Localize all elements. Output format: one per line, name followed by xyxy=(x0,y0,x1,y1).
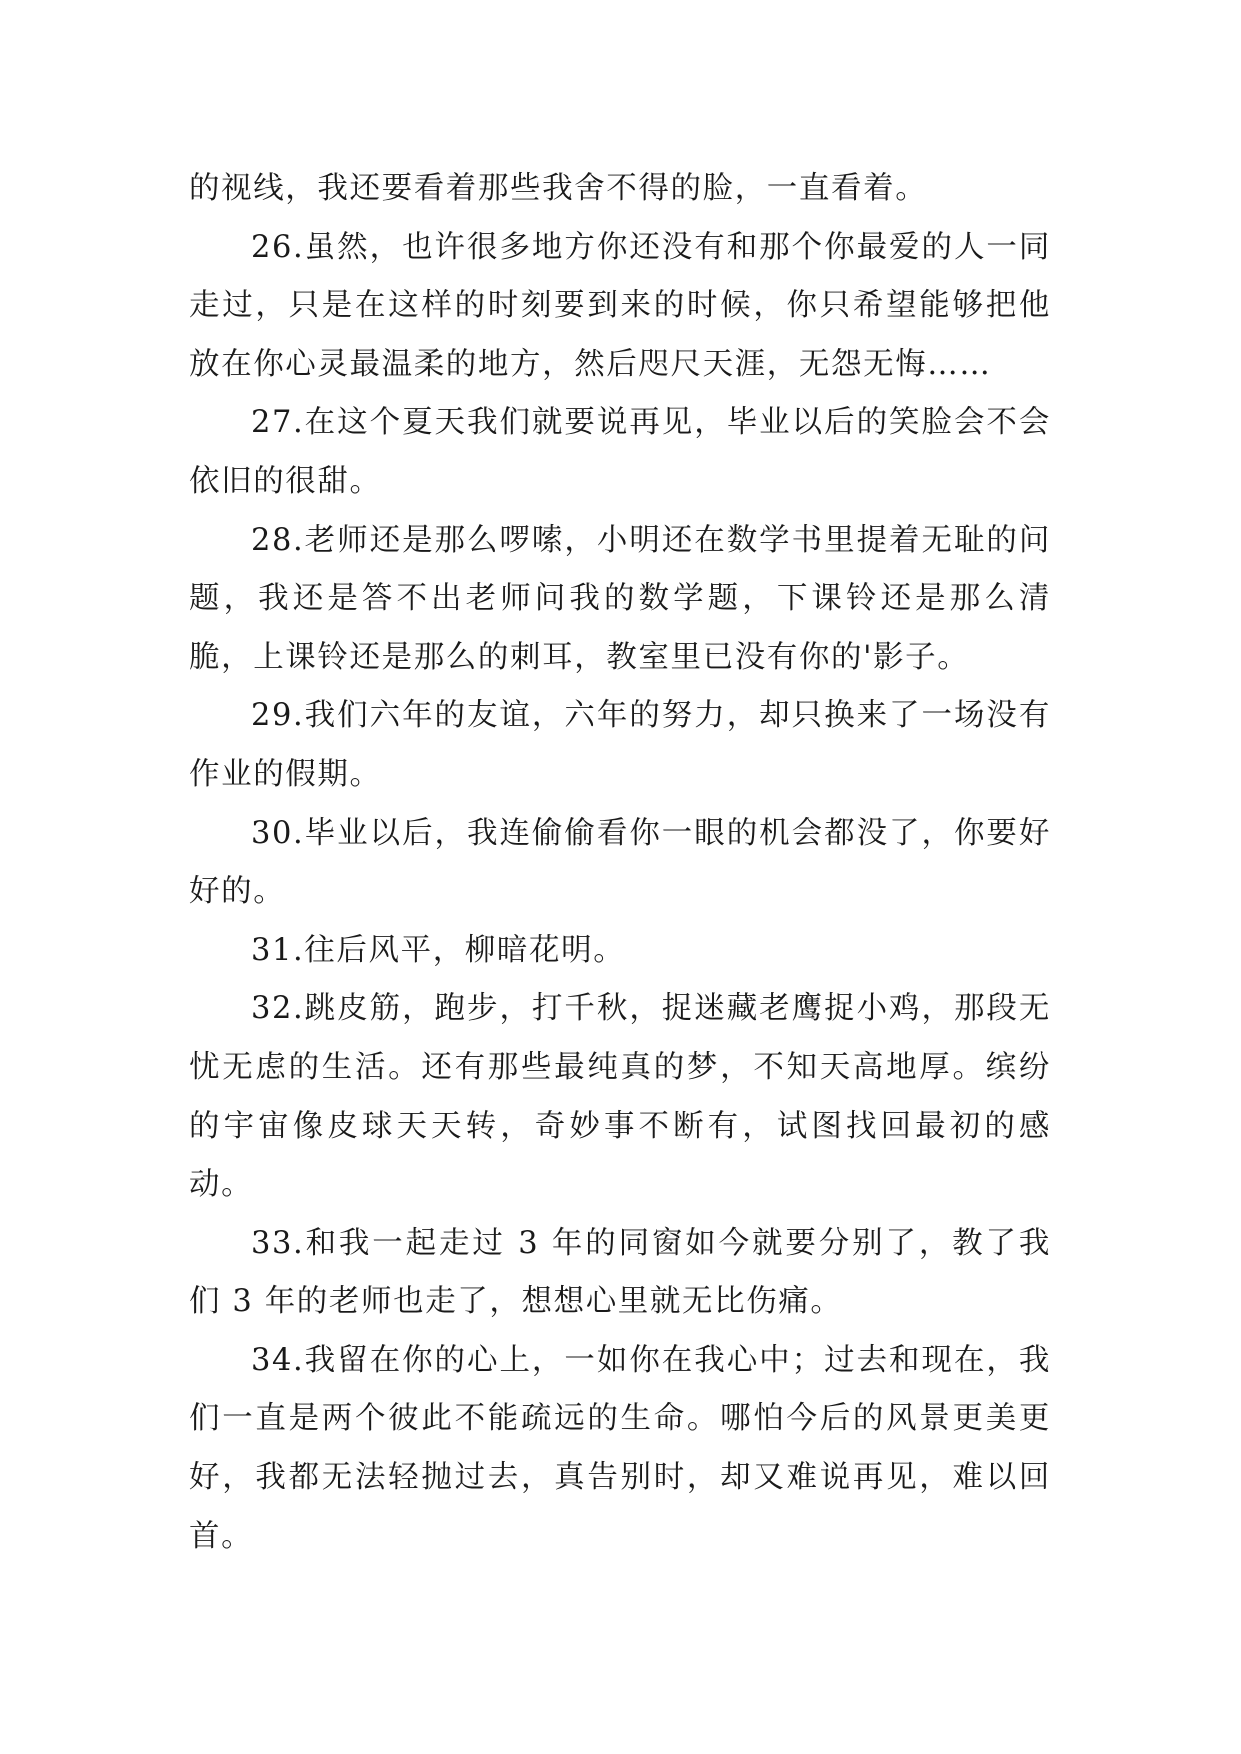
paragraph-27: 27.在这个夏天我们就要说再见，毕业以后的笑脸会不会依旧的很甜。 xyxy=(189,405,1051,499)
paragraph-28: 28.老师还是那么啰嗦，小明还在数学书里提着无耻的问题，我还是答不出老师问我的数学题，下课铃还是那么清脆，上课铃还是那么的刺耳，教室里已没有你的'影子。 xyxy=(189,522,1051,675)
paragraph-26: 26.虽然，也许很多地方你还没有和那个你最爱的人一同走过，只是在这样的时刻要到来的时候，你只希望能够把他放在你心灵最温柔的地方，然后咫尺天涯，无怨无悔…… xyxy=(189,229,1051,382)
paragraph-34: 34.我留在你的心上，一如你在我心中；过去和现在，我们一直是两个彼此不能疏远的生命。哪怕今后的风景更美更好，我都无法轻抛过去，真告别时，却又难说再见，难以回首。 xyxy=(189,1342,1051,1554)
document-body xyxy=(189,160,1051,1566)
paragraph-30: 30.毕业以后，我连偷偷看你一眼的机会都没了，你要好好的。 xyxy=(189,815,1051,910)
paragraph-32: 32.跳皮筋，跑步，打千秋，捉迷藏老鹰捉小鸡，那段无忧无虑的生活。还有那些最纯真的梦，不知天高地厚。缤纷的宇宙像皮球天天转，奇妙事不断有，试图找回最初的感动。 xyxy=(189,991,1051,1203)
paragraph-29: 29.我们六年的友谊，六年的努力，却只换来了一场没有作业的假期。 xyxy=(189,698,1051,792)
paragraph-31: 31.往后风平，柳暗花明。 xyxy=(251,932,626,968)
paragraph-33: 33.和我一起走过 3 年的同窗如今就要分别了，教了我们 3 年的老师也走了，想想心里就无比伤痛。 xyxy=(189,1225,1051,1320)
paragraph-continuation: 的视线，我还要看着那些我舍不得的脸，一直看着。 xyxy=(189,171,928,206)
